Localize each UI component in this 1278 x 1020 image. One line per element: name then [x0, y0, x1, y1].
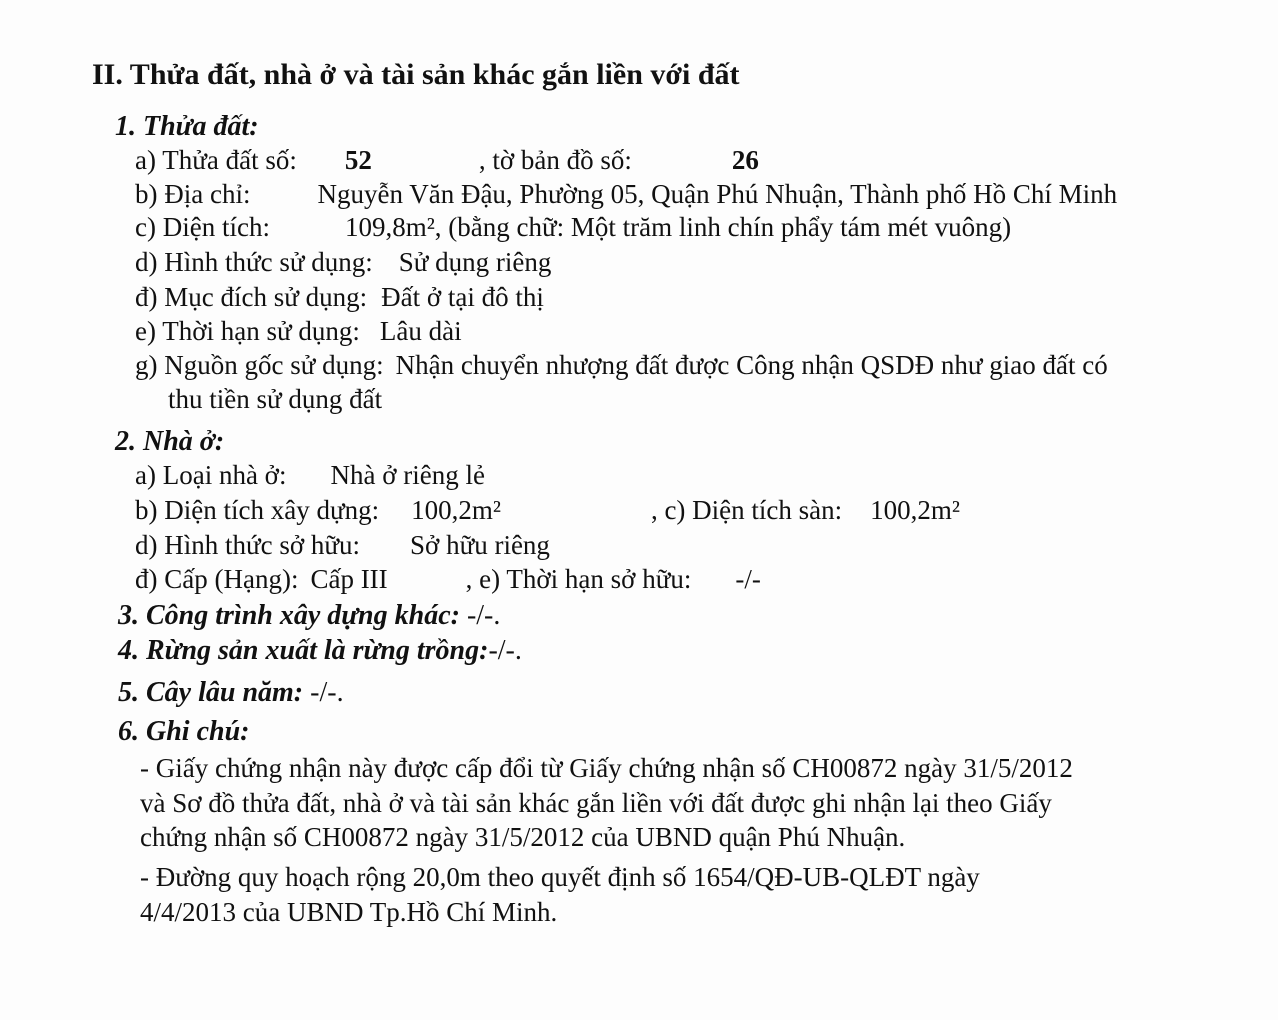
map-sheet-value: 26 [731, 145, 759, 175]
usage-form-label: d) Hình thức sử dụng: [135, 247, 373, 277]
house-type-value: Nhà ở riêng lẻ [330, 460, 485, 490]
address-value: Nguyễn Văn Đậu, Phường 05, Quận Phú Nhuận, Thành phố Hồ Chí Minh [317, 179, 1118, 209]
other-construction-value: -/-. [466, 600, 501, 631]
construction-area-value: 100,2m² [411, 495, 501, 525]
construction-area-label: b) Diện tích xây dựng: [135, 495, 380, 525]
notes-heading: 6. Ghi chú: [118, 716, 250, 747]
notes-line-2: và Sơ đồ thửa đất, nhà ở và tài sản khác gắn liền với đất được ghi nhận lại theo Giấy [140, 788, 1052, 818]
usage-origin-label: g) Nguồn gốc sử dụng: [135, 350, 384, 380]
land-area-row [135, 214, 1011, 241]
usage-term-value: Lâu dài [379, 316, 462, 346]
notes-line-1: - Giấy chứng nhận này được cấp đổi từ Giấy chứng nhận số CH00872 ngày 31/5/2012 [140, 753, 1073, 783]
usage-purpose-value: Đất ở tại đô thị [381, 282, 544, 312]
forest-label: 4. Rừng sản xuất là rừng trồng: [118, 635, 489, 666]
ownership-form-row [135, 532, 550, 559]
grade-label: đ) Cấp (Hạng): [135, 564, 299, 594]
address-row [135, 181, 1117, 208]
notes-line-5: 4/4/2013 của UBND Tp.Hồ Chí Minh. [140, 897, 558, 927]
usage-term-row [135, 318, 462, 345]
usage-purpose-label: đ) Mục đích sử dụng: [135, 282, 368, 312]
land-area-label: c) Diện tích: [135, 212, 270, 242]
map-sheet-label: , tờ bản đồ số: [478, 145, 632, 175]
usage-purpose-row [135, 284, 544, 311]
other-construction-row [118, 602, 500, 630]
perennial-row [118, 679, 344, 707]
section-title: II. Thửa đất, nhà ở và tài sản khác gắn liền với đất [92, 58, 740, 91]
grade-row [135, 566, 761, 593]
usage-form-row [135, 249, 551, 276]
notes-line-3: chứng nhận số CH00872 ngày 31/5/2012 của UBND quận Phú Nhuận. [140, 822, 906, 852]
perennial-value: -/-. [310, 677, 344, 708]
land-number-value: 52 [344, 145, 372, 175]
usage-origin-value-continued: thu tiền sử dụng đất [168, 384, 383, 414]
floor-area-value: 100,2m² [870, 495, 961, 525]
perennial-label: 5. Cây lâu năm: [118, 677, 304, 708]
usage-form-value: Sử dụng riêng [398, 247, 552, 277]
address-label: b) Địa chỉ: [135, 179, 251, 209]
ownership-term-label: , e) Thời hạn sở hữu: [465, 564, 692, 594]
forest-value: -/-. [488, 635, 522, 666]
ownership-form-label: d) Hình thức sở hữu: [135, 530, 361, 560]
house-heading: 2. Nhà ở: [115, 426, 225, 457]
ownership-form-value: Sở hữu riêng [410, 530, 550, 560]
land-number-label: a) Thửa đất số: [135, 145, 297, 175]
forest-row [118, 637, 522, 665]
grade-value: Cấp III [310, 564, 388, 594]
other-construction-label: 3. Công trình xây dựng khác: [118, 600, 460, 631]
usage-origin-row [135, 352, 1108, 379]
land-area-value: 109,8m², (bằng chữ: Một trăm linh chín phẩy tám mét vuông) [344, 212, 1012, 242]
house-area-row [135, 497, 960, 524]
ownership-term-value: -/- [735, 564, 761, 594]
land-heading: 1. Thửa đất: [115, 111, 259, 142]
house-type-row [135, 462, 485, 489]
house-type-label: a) Loại nhà ở: [135, 460, 287, 490]
floor-area-label: , c) Diện tích sàn: [650, 495, 843, 525]
usage-term-label: e) Thời hạn sử dụng: [135, 316, 360, 346]
notes-line-4: - Đường quy hoạch rộng 20,0m theo quyết định số 1654/QĐ-UB-QLĐT ngày [140, 862, 980, 892]
land-number-row [135, 147, 759, 174]
usage-origin-value: Nhận chuyển nhượng đất được Công nhận QSDĐ như giao đất có [395, 350, 1108, 380]
